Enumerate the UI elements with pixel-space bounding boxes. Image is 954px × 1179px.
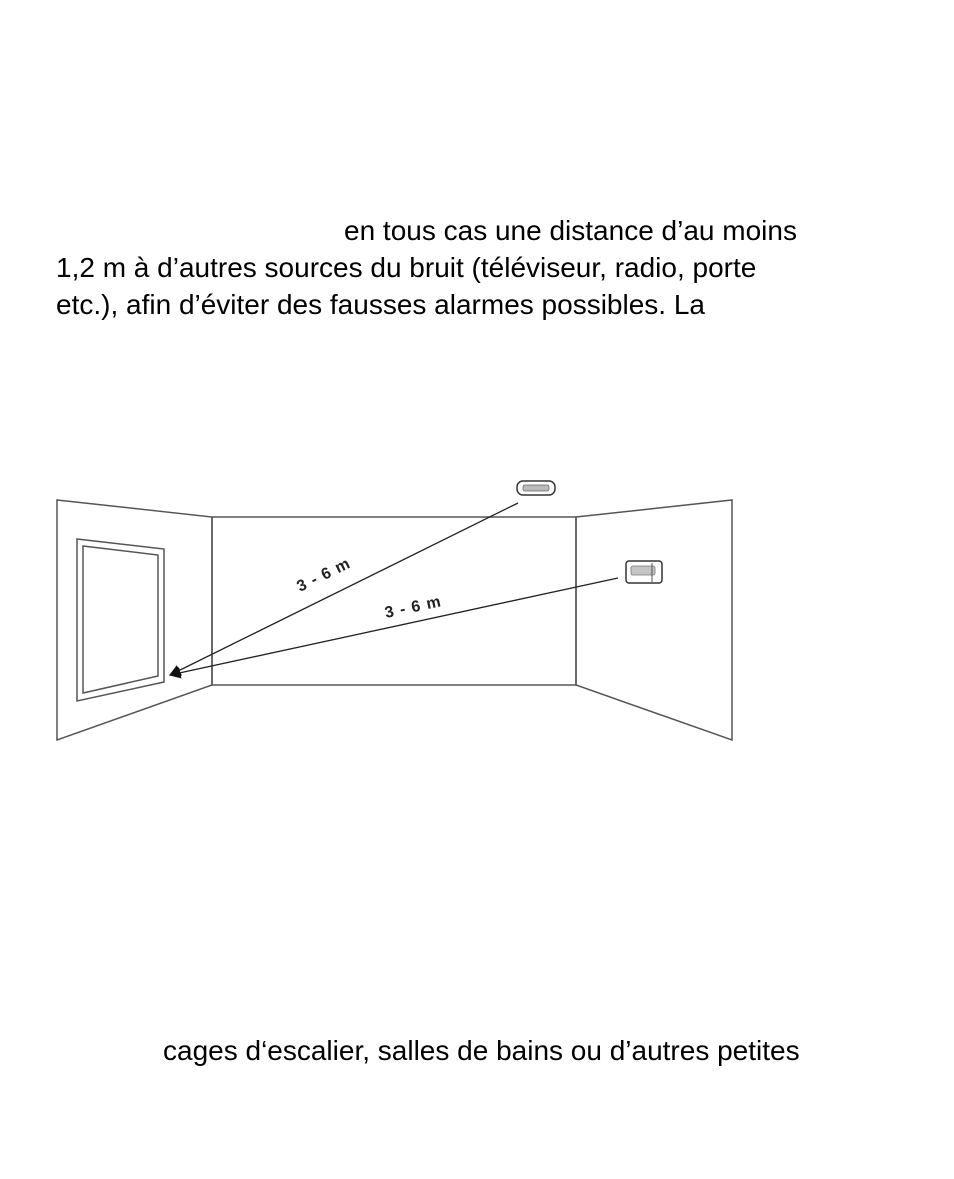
arrow-from-ceiling	[170, 503, 518, 675]
arrow-from-wall	[170, 578, 618, 675]
back-wall	[212, 517, 576, 685]
text-line-1: en tous cas une distance d’au moins	[344, 215, 797, 246]
ceiling-detector-icon	[517, 481, 555, 495]
wall-detector-icon	[626, 561, 662, 583]
room-diagram	[0, 470, 954, 760]
door-frame-outer	[77, 539, 164, 701]
text-line-2: 1,2 m à d’autres sources du bruit (téléviseur, radio, porte	[56, 252, 757, 283]
right-wall	[576, 500, 732, 740]
left-wall	[57, 500, 212, 740]
distance-label-wall: 3 - 6 m	[383, 593, 444, 622]
text-line-3: etc.), afin d’éviter des fausses alarmes possibles. La	[56, 289, 705, 320]
text-line-4: cages d‘escalier, salles de bains ou d’autres petites	[163, 1035, 800, 1066]
distance-label-ceiling: 3 - 6 m	[294, 555, 354, 596]
door-frame-inner	[83, 546, 158, 693]
